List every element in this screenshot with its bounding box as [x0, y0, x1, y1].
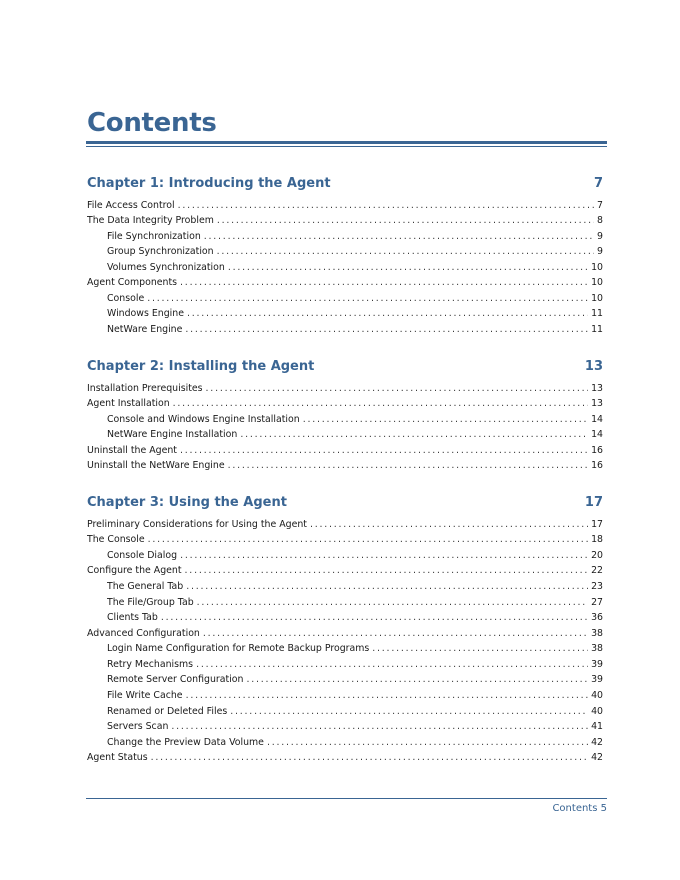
toc-entry-label: File Access Control	[87, 200, 175, 211]
chapter-heading[interactable]	[87, 358, 603, 376]
toc-entry-page: 10	[591, 262, 603, 273]
toc-entry-page: 11	[591, 324, 603, 335]
toc-entry-label: NetWare Engine Installation	[107, 429, 238, 440]
toc-entry-page: 10	[591, 277, 603, 288]
toc-entry-label: The Data Integrity Problem	[87, 215, 214, 226]
dot-leader	[186, 689, 589, 702]
dot-leader	[185, 323, 588, 336]
dot-leader	[240, 428, 588, 441]
toc-entry-page: 38	[591, 628, 603, 639]
toc-entry-page: 13	[591, 383, 603, 394]
chapter-page: 17	[584, 495, 603, 510]
toc-entry-label: Agent Status	[87, 752, 148, 763]
toc-entry-label: Configure the Agent	[87, 565, 182, 576]
toc-entry-page: 11	[591, 308, 603, 319]
dot-leader	[180, 549, 588, 562]
toc-subentry[interactable]	[107, 720, 603, 733]
toc-entry-label: File Synchronization	[107, 231, 201, 242]
toc-subentry[interactable]	[107, 323, 603, 336]
dot-leader	[217, 245, 594, 258]
toc-entry-label: Advanced Configuration	[87, 628, 200, 639]
toc-entry-page: 9	[597, 246, 603, 257]
dot-leader	[372, 642, 588, 655]
dot-leader	[180, 276, 588, 289]
toc-entry-page: 41	[591, 721, 603, 732]
title-rule-thin	[86, 146, 607, 147]
toc-entry-label: File Write Cache	[107, 690, 183, 701]
toc-entry[interactable]	[87, 397, 603, 410]
toc-entry-label: Installation Prerequisites	[87, 383, 203, 394]
toc-entry[interactable]	[87, 382, 603, 395]
chapter-heading[interactable]	[87, 175, 603, 193]
footer-rule	[86, 798, 607, 799]
toc-entry[interactable]	[87, 533, 603, 546]
dot-leader	[187, 307, 588, 320]
dot-leader	[196, 658, 588, 671]
toc-entry-page: 39	[591, 659, 603, 670]
toc-entry[interactable]	[87, 518, 603, 531]
dot-leader	[151, 751, 588, 764]
chapter-title: Chapter 2: Installing the Agent	[87, 359, 315, 374]
toc-entry[interactable]	[87, 199, 603, 212]
toc-entry-page: 38	[591, 643, 603, 654]
dot-leader	[185, 564, 589, 577]
toc-subentry[interactable]	[107, 580, 603, 593]
page-footer	[552, 802, 607, 815]
toc-entry-page: 22	[591, 565, 603, 576]
toc-entry-label: Volumes Synchronization	[107, 262, 225, 273]
toc-entry-label: The File/Group Tab	[107, 597, 194, 608]
dot-leader	[303, 413, 588, 426]
toc-entry-page: 7	[597, 200, 603, 211]
toc-entry[interactable]	[87, 751, 603, 764]
toc-subentry[interactable]	[107, 307, 603, 320]
dot-leader	[161, 611, 588, 624]
dot-leader	[203, 627, 588, 640]
toc-entry-label: Uninstall the NetWare Engine	[87, 460, 225, 471]
footer-page-number: 5	[600, 803, 607, 814]
dot-leader	[206, 382, 589, 395]
toc-entry[interactable]	[87, 214, 603, 227]
toc-entry-label: Uninstall the Agent	[87, 445, 177, 456]
toc-subentry[interactable]	[107, 413, 603, 426]
toc-entry-label: Group Synchronization	[107, 246, 214, 257]
dot-leader	[197, 596, 588, 609]
chapter-page: 7	[593, 176, 603, 191]
toc-entry-page: 23	[591, 581, 603, 592]
toc-entry-page: 42	[591, 737, 603, 748]
toc-entry[interactable]	[87, 444, 603, 457]
toc-entry-label: Change the Preview Data Volume	[107, 737, 264, 748]
toc-entry-page: 13	[591, 398, 603, 409]
toc-entry-label: Agent Components	[87, 277, 178, 288]
toc-subentry[interactable]	[107, 245, 603, 258]
toc-entry-page: 16	[591, 460, 603, 471]
toc-entry-label: Remote Server Configuration	[107, 674, 244, 685]
toc-entry-label: Windows Engine	[107, 308, 184, 319]
toc-entry-label: NetWare Engine	[107, 324, 183, 335]
toc-entry[interactable]	[87, 564, 603, 577]
toc-entry-page: 8	[597, 215, 603, 226]
dot-leader	[230, 705, 588, 718]
chapter-title: Chapter 1: Introducing the Agent	[87, 176, 331, 191]
toc-entry[interactable]	[87, 276, 603, 289]
toc-entry-page: 10	[591, 293, 603, 304]
dot-leader	[246, 673, 588, 686]
toc-subentry[interactable]	[107, 596, 603, 609]
toc-entry-page: 17	[591, 519, 603, 530]
toc-subentry[interactable]	[107, 642, 603, 655]
chapter-heading[interactable]	[87, 494, 603, 512]
toc-entry-label: Console Dialog	[107, 550, 178, 561]
toc-subentry[interactable]	[107, 658, 603, 671]
dot-leader	[147, 292, 588, 305]
toc-subentry[interactable]	[107, 611, 603, 624]
toc-subentry[interactable]	[107, 673, 603, 686]
chapter-page: 13	[584, 359, 603, 374]
toc-subentry[interactable]	[107, 261, 603, 274]
dot-leader	[180, 444, 588, 457]
toc-entry-label: Retry Mechanisms	[107, 659, 194, 670]
dot-leader	[148, 533, 588, 546]
toc-entry-page: 18	[591, 534, 603, 545]
dot-leader	[228, 261, 588, 274]
toc-entry-page: 39	[591, 674, 603, 685]
toc-entry-page: 42	[591, 752, 603, 763]
footer-section: Contents	[552, 803, 598, 814]
toc-subentry[interactable]	[107, 549, 603, 562]
dot-leader	[228, 459, 588, 472]
dot-leader	[217, 214, 594, 227]
toc-entry-label: The General Tab	[107, 581, 184, 592]
toc-entry-label: Clients Tab	[107, 612, 158, 623]
toc-entry-page: 9	[597, 231, 603, 242]
toc-entry-page: 16	[591, 445, 603, 456]
toc-subentry[interactable]	[107, 689, 603, 702]
toc-entry-label: The Console	[87, 534, 145, 545]
toc-subentry[interactable]	[107, 230, 603, 243]
toc-subentry[interactable]	[107, 736, 603, 749]
toc-subentry[interactable]	[107, 292, 603, 305]
dot-leader	[267, 736, 588, 749]
toc-subentry[interactable]	[107, 428, 603, 441]
dot-leader	[171, 720, 588, 733]
toc-entry-label: Login Name Configuration for Remote Backup Programs	[107, 643, 370, 654]
toc-entry-label: Console	[107, 293, 145, 304]
toc-entry-page: 40	[591, 690, 603, 701]
chapter-title: Chapter 3: Using the Agent	[87, 495, 287, 510]
toc-subentry[interactable]	[107, 705, 603, 718]
toc-entry-label: Renamed or Deleted Files	[107, 706, 228, 717]
page-title: Contents	[87, 108, 217, 138]
dot-leader	[178, 199, 594, 212]
toc-entry-page: 20	[591, 550, 603, 561]
toc-entry-page: 14	[591, 429, 603, 440]
toc-entry[interactable]	[87, 459, 603, 472]
toc-entry-label: Agent Installation	[87, 398, 170, 409]
toc-entry-label: Preliminary Considerations for Using the Agent	[87, 519, 307, 530]
dot-leader	[173, 397, 588, 410]
dot-leader	[186, 580, 588, 593]
toc-entry-label: Servers Scan	[107, 721, 169, 732]
toc-entry-page: 36	[591, 612, 603, 623]
toc-entry-page: 27	[591, 597, 603, 608]
dot-leader	[204, 230, 594, 243]
toc-entry-label: Console and Windows Engine Installation	[107, 414, 300, 425]
toc-entry-page: 40	[591, 706, 603, 717]
toc-entry-page: 14	[591, 414, 603, 425]
dot-leader	[310, 518, 588, 531]
toc-entry[interactable]	[87, 627, 603, 640]
title-rule-thick	[86, 141, 607, 144]
